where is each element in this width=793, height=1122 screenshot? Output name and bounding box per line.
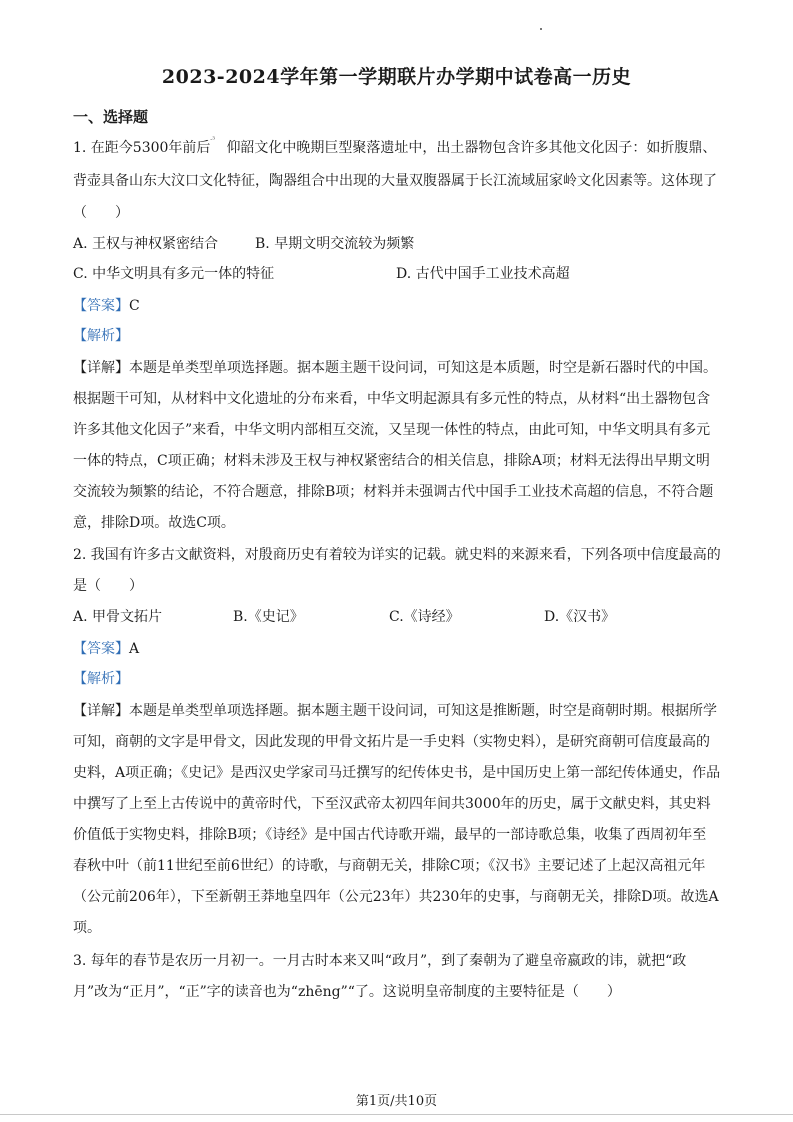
q1-stem-start: 1. 在距今5300年前后: [73, 140, 211, 156]
q1-stem-line-3: （ ）: [73, 205, 129, 221]
q1-answer-value: C: [129, 298, 140, 314]
q1-answer-label: 【答案】: [73, 298, 129, 314]
q2-detail-line-7: （公元前206年），下至新朝王莽地皇四年（公元23年）共230年的史事，与商朝无关，排除D项。故选A: [73, 889, 719, 905]
q2-answer-label: 【答案】: [73, 641, 129, 657]
q2-stem-line-2: 是（ ）: [73, 578, 143, 594]
q1-analysis-label: [73, 326, 723, 346]
q2-detail-line-3: 史料，A项正确；《史记》是西汉史学家司马迁撰写的纪传体史书，是中国历史上第一部纪传体通史，作品: [73, 765, 721, 781]
q1-option-a: A. 王权与神权紧密结合: [73, 236, 219, 252]
q2-detail-line-5: 价值低于实物史料，排除B项；《诗经》是中国古代诗歌开端，最早的一部诗歌总集，收集了西周初年至: [73, 827, 707, 843]
q1-stem-line-1: [73, 138, 723, 158]
q3-stem-line-2: 月”改为“正月”，“正”字的读音也为“zhēng”“了。这说明皇帝制度的主要特征是（ ）: [73, 984, 621, 1000]
q1-detail-line-6: 意，排除D项。故选C项。: [73, 515, 235, 531]
q1-detail-label: 【详解】: [73, 360, 129, 376]
q1-answer: [73, 296, 723, 316]
q1-stem-line-2: 背壶具备山东大汶口文化特征，陶器组合中出现的大量双腹器属于长江流域屈家岭文化因素等。这体现了: [73, 173, 717, 189]
q2-option-c: C.《诗经》: [389, 609, 460, 625]
q3-stem-line-1: 3. 每年的春节是农历一月初一。一月古时本来又叫“政月”，到了秦朝为了避皇帝嬴政的讳，就把“政: [73, 953, 687, 969]
q1-detail-text-1: 本题是单类型单项选择题。据本题主题干设问词，可知这是本质题，时空是新石器时代的中国。: [129, 360, 717, 376]
q1-option-c: C. 中华文明具有多元一体的特征: [73, 266, 275, 282]
q1-detail-line-4: 一体的特点，C项正确；材料未涉及王权与神权紧密结合的相关信息，排除A项；材料无法得出早期文明: [73, 453, 710, 469]
stray-mark: ·³: [210, 136, 216, 144]
q2-detail-line-6: 春秋中叶（前11世纪至前6世纪）的诗歌，与商朝无关，排除C项；《汉书》主要记述了上起汉高祖元年: [73, 858, 706, 874]
q1-stem-rest: 仰韶文化中晚期巨型聚落遗址中，出土器物包含许多其他文化因子：如折腹鼎、: [226, 140, 717, 156]
q1-option-b: B. 早期文明交流较为频繁: [255, 236, 415, 252]
q1-option-d: D. 古代中国手工业技术高超: [396, 266, 570, 282]
q2-detail-line-2: 可知，商朝的文字是甲骨文，因此发现的甲骨文拓片是一手史料（实物史料），是研究商朝可信度最高的: [73, 734, 710, 750]
q2-detail-text-1: 本题是单类型单项选择题。据本题主题干设问词，可知这是推断题，时空是商朝时期。根据所学: [129, 703, 717, 719]
scan-dot: [540, 28, 542, 30]
q1-detail-line-2: 根据题干可知，从材料中文化遗址的分布来看，中华文明起源具有多元性的特点，从材料“出土器物包含: [73, 391, 711, 407]
q2-option-a: A. 甲骨文拓片: [73, 609, 163, 625]
q2-detail-label: 【详解】: [73, 703, 129, 719]
q2-detail-line-1: [73, 701, 723, 721]
q2-answer-value: A: [129, 641, 140, 657]
q1-detail-line-1: [73, 358, 723, 378]
q2-stem-line-1: 2. 我国有许多古文献资料，对殷商历史有着较为详实的记载。就史料的来源来看，下列各项中信度最高的: [73, 547, 721, 563]
q1-analysis-label-text: 【解析】: [73, 328, 129, 344]
page-title: 2023-2024学年第一学期联片办学期中试卷高一历史: [161, 66, 632, 88]
q2-detail-line-8: 项。: [73, 920, 101, 936]
q1-detail-line-3: 许多其他文化因子”来看，中华文明内部相互交流，又呈现一体性的特点，由此可知，中华文明具有多元: [73, 422, 711, 438]
q2-option-b: B.《史记》: [233, 609, 304, 625]
q2-analysis-label: [73, 669, 723, 689]
bottom-divider: [0, 1114, 793, 1115]
q2-answer: [73, 639, 723, 659]
q2-detail-line-4: 中撰写了上至上古传说中的黄帝时代，下至汉武帝太初四年间共3000年的历史，属于文献史料，其史料: [73, 796, 711, 812]
q1-detail-line-5: 交流较为频繁的结论，不符合题意，排除B项；材料并未强调古代中国手工业技术高超的信息，不符合题: [73, 484, 714, 500]
q2-option-d: D.《汉书》: [544, 609, 616, 625]
page-footer: 第1页/共10页: [355, 1094, 438, 1109]
section-heading: 一、选择题: [73, 108, 149, 126]
q2-analysis-label-text: 【解析】: [73, 671, 129, 687]
